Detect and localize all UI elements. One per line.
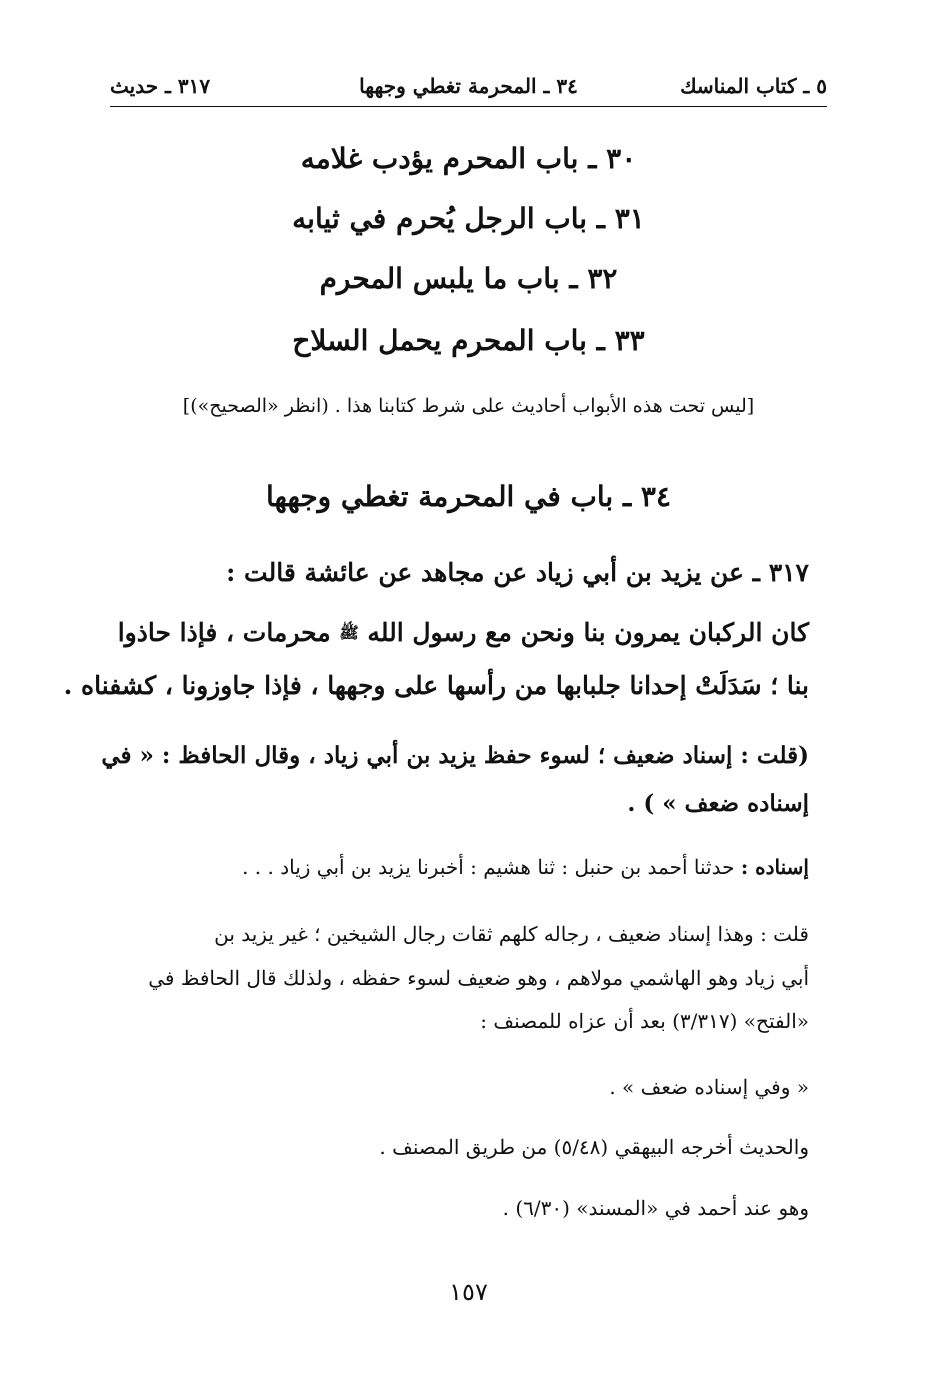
notes-line-6: وهو عند أحمد في «المسند» (٦/٣٠) . [502,1196,809,1220]
chapters-note: [ليس تحت هذه الأبواب أحاديث على شرط كتابنا هذا . (انظر «الصحيح»)] [182,395,755,417]
hadith-text-part-b: محرمات ، فإذا حاذوا [117,618,331,647]
chapter-heading-32: ٣٢ ـ باب ما يلبس المحرم [319,262,618,295]
grading-comment-line-1: (قلت : إسناد ضعيف ؛ لسوء حفظ يزيد بن أبي زياد ، وقال الحافظ : « في [101,742,809,769]
notes-line-3: «الفتح» (٣/٣١٧) بعد أن عزاه للمصنف : [480,1009,809,1033]
notes-line-2: أبي زياد وهو الهاشمي مولاهم ، وهو ضعيف لسوء حفظه ، ولذلك قال الحافظ في [148,966,809,990]
header-chapter-title: ٣٤ ـ المحرمة تغطي وجهها [359,74,578,98]
hadith-text-part-a: كان الركبان يمرون بنا ونحن مع رسول الله [367,618,809,647]
isnad-line [110,855,809,879]
notes-line-1: قلت : وهذا إسناد ضعيف ، رجاله كلهم ثقات رجال الشيخين ؛ غير يزيد بن [214,922,809,946]
chapter-heading-34: ٣٤ ـ باب في المحرمة تغطي وجهها [266,480,671,513]
hadith-intro: ٣١٧ ـ عن يزيد بن أبي زياد عن مجاهد عن عائشة قالت : [226,558,809,587]
notes-line-5: والحديث أخرجه البيهقي (٥/٤٨) من طريق المصنف . [379,1135,809,1159]
isnad-text: حدثنا أحمد بن حنبل : ثنا هشيم : أخبرنا يزيد بن أبي زياد . . . [242,855,735,879]
chapter-heading-31: ٣١ ـ باب الرجل يُحرم في ثيابه [292,202,645,235]
chapter-heading-30: ٣٠ ـ باب المحرم يؤدب غلامه [300,142,637,175]
chapter-heading-33: ٣٣ ـ باب المحرم يحمل السلاح [292,324,645,357]
isnad-label: إسناده : [740,855,809,879]
notes-line-4: « وفي إسناده ضعف » . [609,1075,809,1099]
page-number: ١٥٧ [449,1278,488,1306]
hadith-text-line-1 [110,618,809,647]
header-hadith-number: ٣١٧ ـ حديث [110,74,211,98]
grading-comment-line-2: إسناده ضعف » ) . [627,790,809,817]
header-divider [110,106,827,107]
header-book-title: ٥ ـ كتاب المناسك [680,74,827,98]
salutation-glyph: ﷺ [339,623,359,642]
hadith-text-line-2: بنا ؛ سَدَلَتْ إحدانا جلبابها من رأسها على وجهها ، فإذا جاوزونا ، كشفناه . [63,671,809,700]
running-header [110,68,827,108]
